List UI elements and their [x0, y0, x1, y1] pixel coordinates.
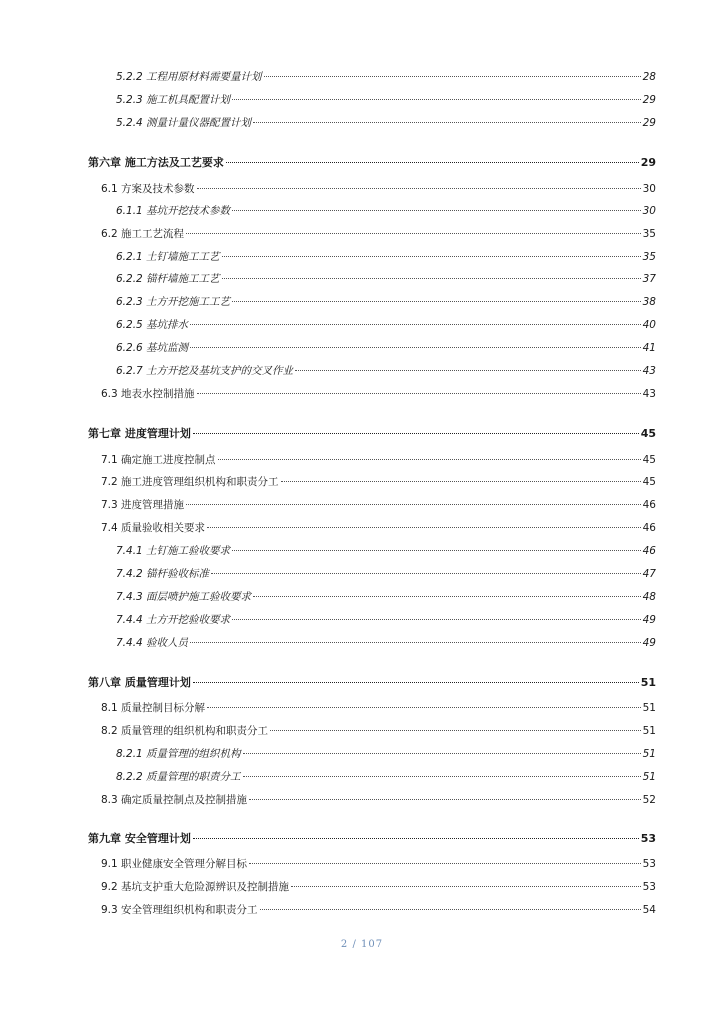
toc-entry-label: 5.2.3 施工机具配置计划	[116, 94, 231, 106]
toc-entry-label: 7.4.4 土方开挖验收要求	[116, 614, 231, 626]
toc-leader	[190, 347, 641, 348]
toc-entry-label: 8.3 确定质量控制点及控制措施	[101, 794, 248, 806]
toc-entry-page: 40	[642, 319, 656, 331]
toc-entry-label: 第八章 质量管理计划	[88, 676, 191, 689]
toc-leader	[249, 863, 641, 864]
toc-leader	[226, 162, 639, 163]
toc-entry-label: 6.1 方案及技术参数	[101, 183, 195, 195]
toc-entry[interactable]	[101, 857, 656, 871]
toc-entry[interactable]	[101, 521, 656, 535]
toc-entry[interactable]	[101, 453, 656, 467]
toc-leader	[222, 256, 641, 257]
toc-leader	[190, 324, 641, 325]
toc-entry[interactable]	[116, 318, 656, 332]
toc-entry-page: 48	[642, 591, 656, 603]
toc-leader	[186, 504, 641, 505]
toc-entry-page: 30	[642, 205, 656, 217]
toc-chapter-entry[interactable]	[88, 156, 656, 170]
toc-entry-label: 7.4.2 锚杆验收标准	[116, 568, 210, 580]
toc-entry[interactable]	[116, 116, 656, 130]
toc-entry[interactable]	[101, 880, 656, 894]
toc-leader	[193, 433, 639, 434]
toc-entry-label: 7.4.1 土钉施工验收要求	[116, 545, 231, 557]
toc-entry-page: 38	[642, 296, 656, 308]
toc-leader	[222, 278, 641, 279]
toc-entry-page: 45	[642, 454, 656, 466]
toc-leader	[232, 550, 641, 551]
toc-entry-page: 53	[642, 858, 656, 870]
toc-entry-label: 6.2.1 土钉墙施工工艺	[116, 251, 220, 263]
toc-leader	[232, 301, 641, 302]
toc-entry-page: 37	[642, 273, 656, 285]
toc-entry[interactable]	[116, 567, 656, 581]
toc-entry[interactable]	[116, 770, 656, 784]
toc-entry-label: 8.2 质量管理的组织机构和职责分工	[101, 725, 269, 737]
toc-leader	[232, 210, 641, 211]
toc-entry-page: 29	[642, 94, 656, 106]
toc-leader	[190, 642, 641, 643]
toc-entry-page: 51	[642, 748, 656, 760]
toc-leader	[211, 573, 641, 574]
toc-entry-label: 8.2.2 质量管理的职责分工	[116, 771, 241, 783]
toc-leader	[232, 619, 641, 620]
toc-entry[interactable]	[101, 724, 656, 738]
toc-entry-label: 9.2 基坑支护重大危险源辨识及控制措施	[101, 881, 290, 893]
toc-entry-page: 35	[642, 228, 656, 240]
toc-entry[interactable]	[116, 636, 656, 650]
toc-entry[interactable]	[116, 747, 656, 761]
toc-entry-label: 6.2 施工工艺流程	[101, 228, 185, 240]
toc-entry[interactable]	[116, 93, 656, 107]
toc-entry-label: 7.1 确定施工进度控制点	[101, 454, 216, 466]
toc-entry[interactable]	[101, 227, 656, 241]
toc-entry-label: 6.2.2 锚杆墙施工工艺	[116, 273, 220, 285]
toc-leader	[295, 370, 641, 371]
toc-entry[interactable]	[116, 364, 656, 378]
toc-leader	[193, 682, 639, 683]
page-number-footer: 2 / 107	[340, 939, 384, 950]
toc-entry[interactable]	[116, 272, 656, 286]
toc-entry[interactable]	[101, 903, 656, 917]
toc-leader	[291, 886, 641, 887]
toc-entry-label: 7.4.4 验收人员	[116, 637, 189, 649]
toc-entry-page: 29	[642, 117, 656, 129]
toc-entry-page: 35	[642, 251, 656, 263]
toc-entry[interactable]	[101, 475, 656, 489]
toc-entry[interactable]	[116, 70, 656, 84]
toc-entry-page: 45	[642, 476, 656, 488]
toc-entry-page: 53	[640, 832, 656, 845]
toc-chapter-entry[interactable]	[88, 676, 656, 690]
toc-leader	[197, 393, 641, 394]
toc-entry[interactable]	[101, 793, 656, 807]
toc-entry[interactable]	[116, 544, 656, 558]
toc-chapter-entry[interactable]	[88, 427, 656, 441]
toc-entry-label: 8.1 质量控制目标分解	[101, 702, 206, 714]
toc-entry-page: 52	[642, 794, 656, 806]
toc-entry-label: 6.2.7 土方开挖及基坑支护的交叉作业	[116, 365, 294, 377]
toc-entry-label: 8.2.1 质量管理的组织机构	[116, 748, 241, 760]
toc-entry-page: 43	[642, 365, 656, 377]
toc-entry-label: 7.2 施工进度管理组织机构和职责分工	[101, 476, 279, 488]
toc-leader	[264, 76, 641, 77]
toc-leader	[249, 799, 641, 800]
toc-entry-label: 6.2.3 土方开挖施工工艺	[116, 296, 231, 308]
toc-leader	[207, 707, 641, 708]
toc-entry-label: 第九章 安全管理计划	[88, 832, 191, 845]
toc-entry-label: 6.2.6 基坑监测	[116, 342, 189, 354]
toc-entry-label: 第七章 进度管理计划	[88, 427, 191, 440]
toc-leader	[243, 776, 641, 777]
toc-entry-label: 6.1.1 基坑开挖技术参数	[116, 205, 231, 217]
toc-entry[interactable]	[101, 701, 656, 715]
toc-entry-page: 28	[642, 71, 656, 83]
toc-leader	[253, 122, 641, 123]
toc-entry-page: 54	[642, 904, 656, 916]
toc-entry-page: 30	[642, 183, 656, 195]
toc-entry[interactable]	[116, 295, 656, 309]
toc-chapter-entry[interactable]	[88, 832, 656, 846]
toc-entry[interactable]	[101, 498, 656, 512]
toc-entry[interactable]	[116, 204, 656, 218]
toc-leader	[253, 596, 641, 597]
toc-entry-page: 46	[642, 522, 656, 534]
toc-entry-page: 47	[642, 568, 656, 580]
toc-leader	[243, 753, 641, 754]
toc-entry-page: 46	[642, 545, 656, 557]
toc-entry-page: 51	[642, 771, 656, 783]
toc-entry[interactable]	[116, 613, 656, 627]
toc-entry-label: 6.3 地表水控制措施	[101, 388, 195, 400]
toc-entry-page: 51	[640, 676, 656, 689]
toc-leader	[260, 909, 641, 910]
toc-entry-label: 第六章 施工方法及工艺要求	[88, 156, 224, 169]
toc-entry-page: 45	[640, 427, 656, 440]
toc-entry-page: 53	[642, 881, 656, 893]
toc-entry-page: 49	[642, 614, 656, 626]
toc-entry-label: 6.2.5 基坑排水	[116, 319, 189, 331]
toc-entry-label: 7.4.3 面层喷护施工验收要求	[116, 591, 252, 603]
toc-entry-page: 51	[642, 702, 656, 714]
toc-entry[interactable]	[101, 182, 656, 196]
toc-leader	[207, 527, 641, 528]
toc-entry[interactable]	[101, 387, 656, 401]
toc-entry[interactable]	[116, 250, 656, 264]
toc-leader	[232, 99, 641, 100]
toc-entry-label: 7.3 进度管理措施	[101, 499, 185, 511]
toc-entry-label: 9.1 职业健康安全管理分解目标	[101, 858, 248, 870]
toc-leader	[193, 838, 639, 839]
toc-entry-page: 46	[642, 499, 656, 511]
toc-entry[interactable]	[116, 590, 656, 604]
toc-entry-label: 5.2.4 测量计量仪器配置计划	[116, 117, 252, 129]
toc-entry-page: 41	[642, 342, 656, 354]
toc-entry-page: 49	[642, 637, 656, 649]
toc-leader	[270, 730, 641, 731]
toc-entry-page: 29	[640, 156, 656, 169]
toc-entry-page: 51	[642, 725, 656, 737]
toc-leader	[186, 233, 641, 234]
toc-leader	[281, 481, 641, 482]
toc-entry-page: 43	[642, 388, 656, 400]
toc-leader	[218, 459, 641, 460]
toc-entry-label: 5.2.2 工程用原材料需要量计划	[116, 71, 262, 83]
toc-entry-label: 7.4 质量验收相关要求	[101, 522, 206, 534]
toc-entry-label: 9.3 安全管理组织机构和职责分工	[101, 904, 258, 916]
toc-entry[interactable]	[116, 341, 656, 355]
toc-leader	[197, 188, 641, 189]
